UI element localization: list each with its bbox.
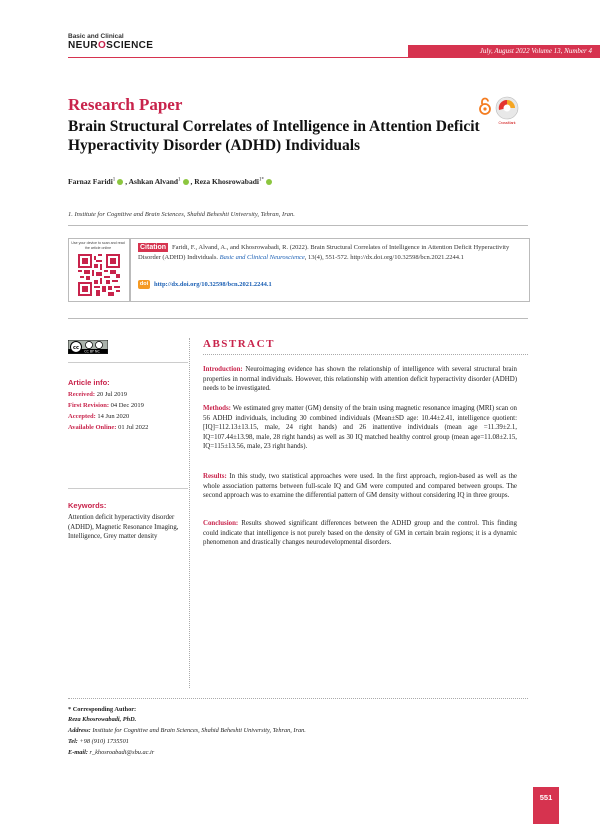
journal-name-top: Basic and Clinical (68, 33, 124, 40)
section-heading: Results: (203, 473, 227, 480)
svg-text:cc: cc (73, 344, 79, 351)
abstract-conclusion (203, 519, 517, 548)
info-key: Received: (68, 391, 96, 398)
info-key: Accepted: (68, 413, 96, 420)
corresponding-address (68, 727, 306, 734)
author-list (68, 177, 274, 186)
abstract-title: ABSTRACT (203, 338, 275, 350)
info-key: First Revision: (68, 402, 109, 409)
info-value: 04 Dec 2019 (110, 402, 144, 409)
article-info-title: Article info: (68, 378, 110, 387)
open-access-icon (478, 97, 492, 115)
article-type: Research Paper (68, 95, 183, 114)
corresponding-heading (68, 706, 136, 713)
section-divider (68, 318, 528, 319)
tel-label: Tel: (68, 738, 78, 745)
page-number: 551 (533, 787, 559, 809)
keywords-divider (68, 488, 188, 489)
corresponding-tel (68, 738, 129, 745)
abstract-methods (203, 404, 517, 452)
page-number-band (533, 809, 559, 824)
corresponding-label: * Corresponding Author: (68, 706, 137, 713)
qr-caption: Use your device to scan and read the article online (71, 241, 125, 250)
author-affiliation-sup: 1 (178, 177, 181, 183)
affiliation-divider (68, 225, 528, 226)
corresponding-email (68, 749, 154, 756)
author-affiliation-sup: 1* (258, 177, 264, 183)
info-row-received (68, 391, 127, 398)
citation-body: Faridi, F., Alvand, A., and Khosrowabadi, R. (2022). Brain Structural Correlates of Intelligence in Attention Deficit Hyperactivity Disorder (ADHD) Individuals. (138, 244, 510, 261)
keywords-title: Keywords: (68, 501, 107, 510)
citation-tail: , 13(4), 551-572. http://dx.doi.org/10.32598/bcn.2021.2244.1 (304, 254, 464, 261)
section-text: We estimated grey matter (GM) density of the brain using magnetic resonance imaging (MRI) scan on 56 ADHD individuals, including 30 combined individuals (Mean±SD age: 10.44±2.41, intelligence quotient: [IQ]=112.13±13.15, male, 24 right hands) and 26 inattentive individuals (mean age =11.39±2.1, IQ=107.44±13.98, male, 28 right hands) as well as 30 IQ matched healthy control group (mean age=11.08±2.15, IQ=115±13.56, male, 23 right hands). (203, 405, 517, 451)
citation-journal: Basic and Clinical Neuroscience (219, 254, 305, 261)
info-row-available-online (68, 424, 148, 431)
journal-logo (68, 40, 153, 51)
author-name[interactable]: Ashkan Alvand (128, 177, 179, 186)
section-text: In this study, two statistical approaches were used. In the first approach, region-based as well as the whole association patterns between full-scale IQ and GM were computed and compared between groups. The second approach was to examine the differential pattern of GM density without considering IQ in three groups. (203, 473, 517, 500)
author-separator: , (190, 177, 193, 186)
affiliation: 1. Institute for Cognitive and Brain Sciences, Shahid Beheshti University, Tehran, Iran. (68, 211, 295, 218)
info-value: 01 Jul 2022 (118, 424, 149, 431)
corresponding-author-name: Reza Khosrowabadi, PhD. (68, 716, 137, 723)
address-value: Institute for Cognitive and Brain Sciences, Shahid Beheshti University, Tehran, Iran. (92, 727, 306, 734)
info-row-accepted (68, 413, 129, 420)
license-divider (68, 362, 188, 363)
section-heading: Methods: (203, 405, 231, 412)
orcid-icon[interactable] (117, 179, 123, 185)
section-heading: Conclusion: (203, 520, 239, 527)
crossmark-icon[interactable] (495, 96, 519, 120)
abstract-divider (203, 354, 528, 356)
column-divider (189, 338, 190, 688)
tel-value: +98 (910) 1735501 (79, 738, 129, 745)
orcid-icon[interactable] (183, 179, 189, 185)
footer-divider (68, 698, 528, 699)
header-divider (68, 57, 600, 58)
address-label: Address: (68, 727, 91, 734)
author-name[interactable]: Reza Khosrowabadi (194, 177, 259, 186)
info-value: 14 Jun 2020 (97, 413, 130, 420)
section-text: Neuroimaging evidence has shown the relationship of intelligence with several structural brain properties in normal individuals. However, this relationship with attention deficit hyperactivity disorder (ADHD) needs to be investigated. (203, 366, 517, 393)
corresponding-name (68, 716, 136, 723)
keywords-text: Attention deficit hyperactivity disorder (ADHD), Magnetic Resonance Imaging, Intelligence, Grey matter density (68, 514, 179, 540)
email-label: E-mail: (68, 749, 88, 756)
journal-name-part-b: SCIENCE (106, 40, 154, 51)
author-affiliation-sup: 1 (112, 177, 116, 183)
doi-icon: doi (139, 281, 149, 287)
journal-name-part-a: NEUR (68, 40, 98, 51)
doi-link[interactable]: http://dx.doi.org/10.32598/bcn.2021.2244.1 (154, 281, 272, 288)
citation-text (138, 243, 520, 263)
orcid-icon[interactable] (266, 179, 272, 185)
email-value[interactable]: r_khosroabadi@sbu.ac.ir (89, 749, 155, 756)
article-title: Brain Structural Correlates of Intelligence in Attention Deficit Hyperactivity Disorder (ADHD) Individuals (68, 118, 480, 154)
cc-license-text: CC BY NC (84, 349, 100, 354)
journal-logo-o: O (97, 40, 107, 51)
abstract-results (203, 472, 517, 501)
author-name[interactable]: Farnaz Faridi (68, 177, 113, 186)
author-separator: , (125, 177, 128, 186)
section-heading: Introduction: (203, 366, 243, 373)
info-row-first-revision (68, 402, 144, 409)
cc-license-icon[interactable] (68, 340, 108, 354)
citation-tag: Citation (140, 244, 167, 251)
info-key: Available Online: (68, 424, 117, 431)
qr-code-icon[interactable] (78, 254, 120, 296)
crossmark-label: CrossMark (498, 121, 516, 125)
section-text: Results showed significant differences between the ADHD group and the control. This finding could indicate that intelligence is not purely based on the density of GM in certain brain regions; it is a dynamic phenomenon and drastically changes neurodevelopmental disorders. (203, 520, 517, 547)
abstract-introduction (203, 365, 517, 394)
info-value: 20 Jul 2019 (96, 391, 128, 398)
issue-band: July, August 2022 Volume 13, Number 4 (408, 45, 600, 57)
